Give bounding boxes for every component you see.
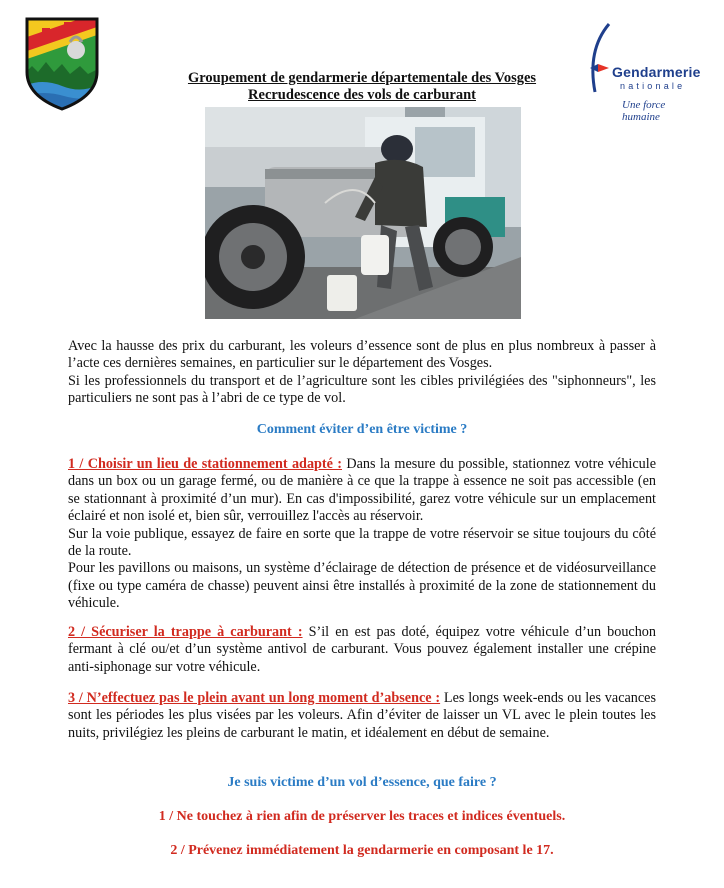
intro-text-2: Si les professionnels du transport et de l’agriculture sont les cibles privilégiées des "siphonneurs", les particuliers ne sont pas à l’abri de ce type de vol. [68, 372, 656, 407]
logo-gendarmerie-text: Gendarmerie [612, 64, 701, 80]
tip-3-text: Les longs week-ends ou les vacances sont les périodes les plus visées par les voleurs. Afin d’éviter de laisser un VL avec le plein toutes les nuits, privilégiez les pleins de carburant le matin, et idéalement en début de semaine. [68, 690, 656, 741]
victim-heading: Je suis victime d’un vol d’essence, que faire ? [227, 775, 497, 790]
logo-motto-text: Une force humaine [622, 99, 666, 123]
tip-1-label: 1 / Choisir un lieu de stationnement adapté : [68, 456, 343, 472]
prevention-heading: Comment éviter d’en être victime ? [256, 422, 468, 437]
tip-1-paragraph [68, 456, 656, 613]
tip-1-text: Dans la mesure du possible, stationnez votre véhicule dans un box ou un garage fermé, ou de manière à ce que la trappe à essence ne soit pas accessible (en se stationnant à proximité d’un mur). En cas d'impossibilité, garez votre véhicule sur un emplacement éclairé et non isolé et, bien sûr, verrouillez l'accès au réservoir. [68, 456, 657, 525]
document-title: Groupement de gendarmerie départementale des Vosges [187, 70, 537, 86]
logo-nationale-text: nationale [620, 81, 686, 91]
tip-2-label: 2 / Sécuriser la trappe à carburant : [68, 624, 303, 640]
tip-1-text-2: Sur la voie publique, essayez de faire en sorte que la trappe de votre réservoir se situe toujours du côté de la route. [68, 525, 656, 560]
tip-2-paragraph [68, 624, 656, 676]
tip-3-paragraph [68, 690, 656, 742]
intro-text-1: Avec la hausse des prix du carburant, les voleurs d’essence sont de plus en plus nombreux à passer à l’acte ces dernières semaines, en particulier sur le département des Vosges. [68, 338, 656, 372]
tip-1-text-3: Pour les pavillons ou maisons, un système d’éclairage de détection de présence et de vidéosurveillance (fixe ou type caméra de chasse) peuvent ainsi être installés à proximité de la zone de stationnement du véhicule. [68, 560, 656, 612]
document-subtitle: Recrudescence des vols de carburant [248, 87, 476, 103]
tip-3-label: 3 / N’effectuez pas le plein avant un long moment d’absence : [68, 690, 441, 706]
victim-step-2: 2 / Prévenez immédiatement la gendarmerie en composant le 17. [170, 843, 554, 858]
tip-2-text: S’il en est pas doté, équipez votre véhicule d’un bouchon fermant à clé ou/et d’un système antivol de carburant. Vous pouvez également installer une crépine anti-siphonage sur votre véhicule. [68, 624, 656, 675]
intro-paragraph [68, 338, 656, 408]
fuel-theft-photo [205, 107, 521, 319]
victim-step-1: 1 / Ne touchez à rien afin de préserver les traces et indices éventuels. [158, 809, 566, 824]
